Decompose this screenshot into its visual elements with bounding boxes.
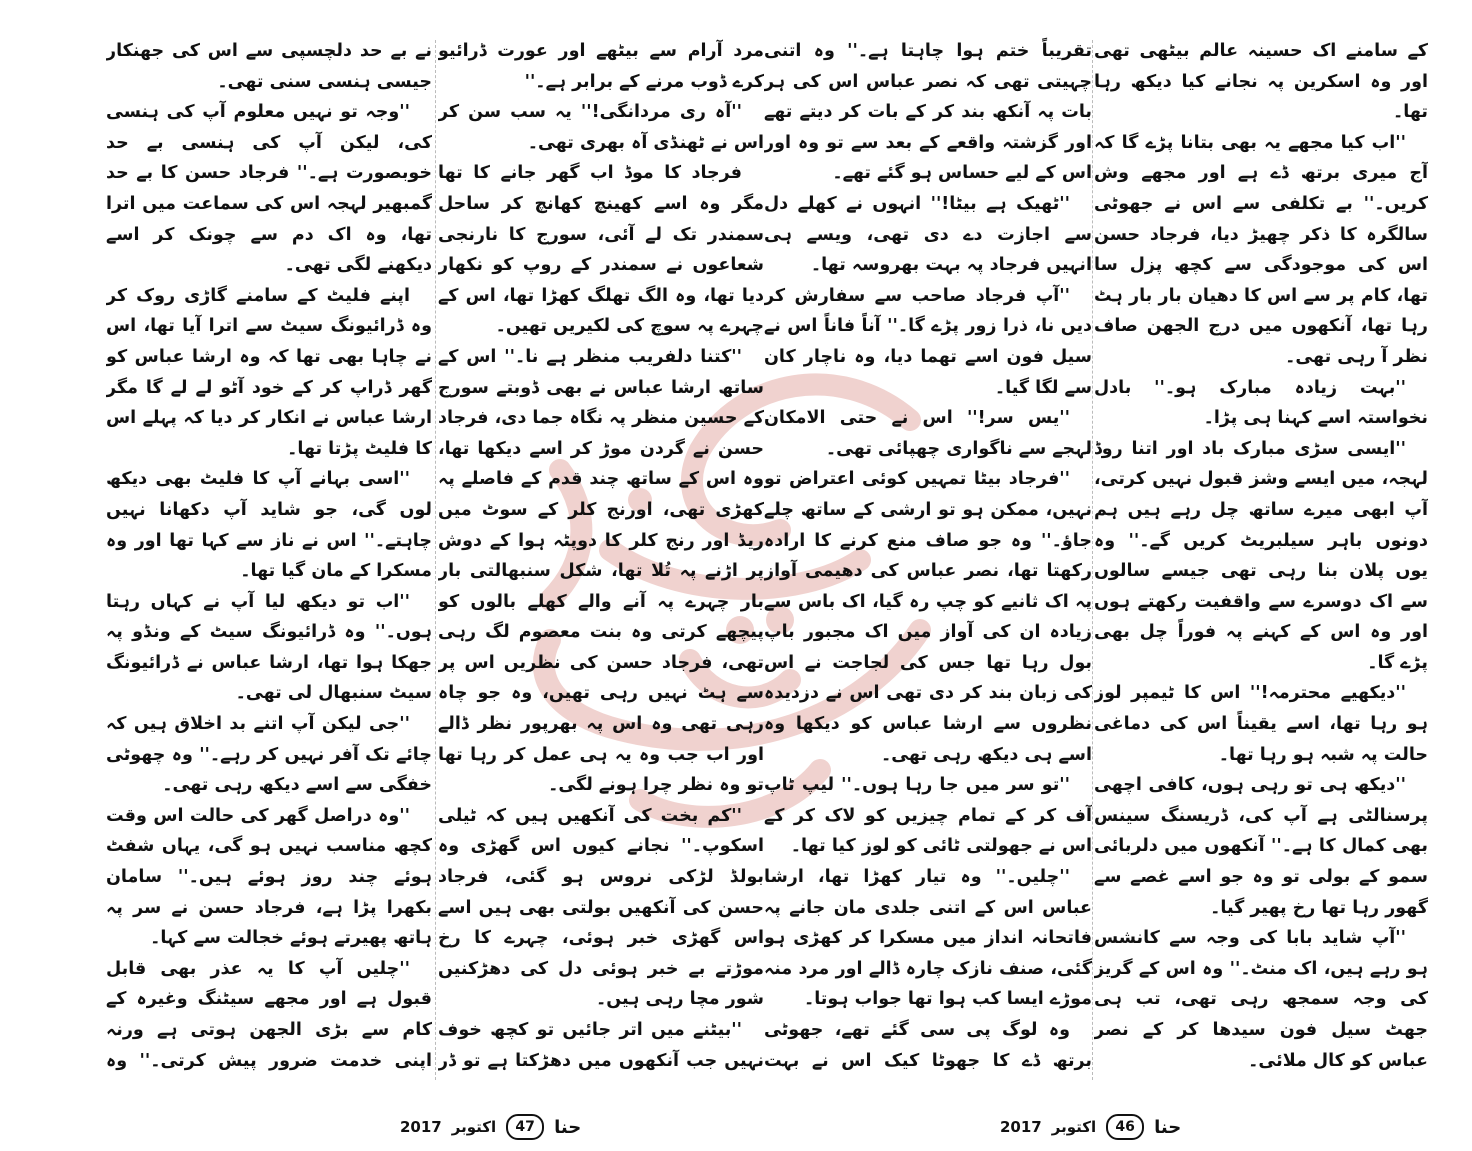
paragraph: اپنے فلیٹ کے سامنے گاڑی روک کر وہ ڈرائیونگ سیٹ سے اترا آیا تھا، اس نے چاہا بھی تھا کہ وہ ارشا عباس کو گھر ڈراپ کر کے خود آٹو لے لے گا مگر ارشا عباس نے انکار کر دیا کہ پہلے اس کا فلیٹ پڑتا تھا۔ (106, 285, 432, 459)
column-divider (435, 40, 436, 1080)
paragraph: ''دیکھیے محترمہ!'' اس کا ٹیمپر لوز ہو رہا تھا، اسے یقیناً اس کی دماغی حالت پہ شبہ ہو رہا تھا۔ (1094, 683, 1428, 765)
paragraph: فرجاد کا موڈ اب گھر جانے کا تھا مگر وہ اسے کھینچ کھانچ کر ساحل سمندر تک لے آئی، سورج کا نارنجی شعاعوں نے سمندر کے روپ کو نکھار دیا تھا، وہ الگ تھلگ کھڑا تھا، اس کے چہرے پہ سوچ کی لکیریں تھیں۔ (438, 163, 764, 337)
paragraph: ''آپ شاید بابا کی وجہ سے کانشس ہو رہے ہیں، اک منٹ۔'' وہ اس کے گریز کی وجہ سمجھ رہی تھی، تب ہی جھٹ سیل فون سیدھا کر کے نصر عباس کو کال ملائی۔ (1094, 928, 1428, 1071)
paragraph: ''بیٹنے میں اتر جائیں تو کچھ خوف نہیں جب آنکھوں میں دھڑکتا ہے تو ڈر (438, 1020, 764, 1071)
paragraph: ''فرجاد بیٹا تمہیں کوئی اعتراض تو نہیں، ممکن ہو تو ارشی کے ساتھ چلے جاؤ۔'' وہ جو صاف منع کرنے کا ارادہ رکھتا تھا، نصر عباس کی دھیمی آواز پہ اک ثانیے کو چپ رہ گیا، اک باس سے زیادہ ان کی آواز میں اک مجبور باپ بول رہا تھا جس کی لجاجت نے اس کی زبان بند کر دی تھی اس نے دزدیدہ نظروں سے ارشا عباس کو دیکھا وہ اسے ہی دیکھ رہی تھی۔ (764, 469, 1092, 765)
footer-year: 2017 (400, 1118, 442, 1136)
paragraph: مرد آرام سے بیٹھے اور عورت ڈرائیو کرے ڈوب مرنے کے برابر ہے۔'' (438, 41, 764, 92)
paragraph: ''ٹھیک ہے بیٹا!'' انہوں نے کھلے دل سے اجازت دے دی تھی، ویسے ہی انہیں فرجاد پہ بہت بھروسہ تھا۔ (764, 193, 1092, 276)
paragraph: ''یس سر!'' اس نے حتی الامکان لہجے سے ناگواری چھپائی تھی۔ (764, 408, 1092, 459)
paragraph: کے سامنے اک حسینہ عالم بیٹھی تھی اور وہ اسکرین پہ نجانے کیا دیکھ رہا تھا۔ (1094, 41, 1428, 123)
text-column-2 (764, 36, 1092, 1076)
paragraph: ''تو سر میں جا رہا ہوں۔'' لیپ ٹاپ آف کر کے تمام چیزیں کو لاک کر کے اس نے جھولتی ٹائی کو لوز کیا تھا۔ (764, 775, 1092, 857)
paragraph: ''وہ دراصل گھر کی حالت اس وقت کچھ مناسب نہیں ہو گی، یہاں شفٹ ہوئے چند روز ہوئے ہیں۔'' سامان بکھرا پڑا ہے، فرجاد حسن نے سر پہ ہاتھ پھیرتے ہوئے خجالت سے کہا۔ (106, 805, 432, 949)
paragraph: ''کتنا دلفریب منظر ہے نا۔'' اس کے ساتھ ارشا عباس نے بھی ڈوبتے سورج کے حسین منظر پہ نگاہ جما دی، فرجاد حسن نے گردن موڑ کر اسے دیکھا تھا، وہ اس کے ساتھ چند قدم کے فاصلے پہ کھڑی تھی، اورنج کلر کے سوٹ میں ریڈ اور رنج کلر کا دوپٹہ ہوا کے دوش پر اڑنے پہ تُلا تھا، شکل سنبھالتی بار بار چہرے پہ آنے والے کھلے بالوں کو پیچھے کرتی وہ بنت معصوم لگ رہی تھی، فرجاد حسن کی نظریں اس پر سے ہٹ نہیں رہی تھیں، وہ جو چاہ رہی تھی وہ اس پہ بھرپور نظر ڈالے اور اب جب وہ یہ ہی عمل کر رہا تھا تو وہ نظر چرا ہونے لگی۔ (438, 346, 764, 796)
paragraph: ''اسی بہانے آپ کا فلیٹ بھی دیکھ لوں گی، جو شاید آپ دکھانا نہیں چاہتے۔'' اس نے ناز سے کہا تھا اور وہ مسکرا کے مان گیا تھا۔ (106, 469, 432, 582)
page-number: 47 (506, 1114, 544, 1140)
footer-month: اکتوبر (451, 1118, 497, 1136)
paragraph: ''چلیں۔'' وہ تیار کھڑا تھا، ارشا عباس اس کے اتنی جلدی مان جانے پہ فاتحانہ انداز میں مسکرا کر کھڑی ہو گئی، صنف نازک چارہ ڈالے اور مرد منہ موڑے ایسا کب ہوا تھا جواب ہوتا۔ (764, 867, 1092, 1010)
paragraph: ''وجہ تو نہیں معلوم آپ کی ہنسی کی، لیکن آپ کی ہنسی بے حد خوبصورت ہے۔'' فرجاد حسن کا بے حد گمبھیر لہجہ اس کی سماعت میں اترا تھا، وہ اک دم سے چونک کر اسے دیکھنے لگی تھی۔ (106, 102, 432, 276)
column-divider (1092, 40, 1093, 1080)
page-footer-left (400, 1112, 581, 1142)
paragraph: ''کم بخت کی آنکھیں ہیں کہ ٹیلی اسکوپ۔'' نجانے کیوں اس گھڑی وہ بولڈ لڑکی نروس ہو گئی، فرجاد حسن کی آنکھیں بولتی بھی ہیں اسے اس گھڑی خبر ہوئی، چہرے کا رخ موڑتے بے خبر ہوئی دل کی دھڑکنیں شور مچا رہی ہیں۔ (438, 805, 764, 1010)
paragraph: وہ لوگ پی سی گئے تھے، جھوٹی برتھ ڈے کا جھوٹا کیک اس نے بہت (764, 1020, 1092, 1071)
magazine-logo: حنا (554, 1116, 582, 1138)
page-footer-right (1000, 1112, 1181, 1142)
text-column-4 (106, 36, 432, 1076)
paragraph: ''دیکھ ہی تو رہی ہوں، کافی اچھی پرسنالٹی ہے آپ کی، ڈریسنگ سینس بھی کمال کا ہے۔'' آنکھوں میں دلربائی سمو کے بولی تو وہ جو اسے غصے سے گھور رہا تھا رخ پھیر گیا۔ (1094, 775, 1428, 918)
paragraph: ''اب تو دیکھ لیا آپ نے کہاں رہتا ہوں۔'' وہ ڈرائیونگ سیٹ کے ونڈو پہ جھکا ہوا تھا، ارشا عباس نے ڈرائیونگ سیٹ سنبھال لی تھی۔ (106, 591, 432, 704)
magazine-logo: حنا (1154, 1116, 1182, 1138)
paragraph: ''اب کیا مجھے یہ بھی بتانا پڑے گا کہ آج میری برتھ ڈے ہے اور مجھے وش کریں۔'' بے تکلفی سے اس نے جھوٹی سالگرہ کا ذکر چھیڑ دیا، فرجاد حسن اس کی موجودگی سے کچھ پزل سا تھا، کام پر سے اس کا دھیان بار بار ہٹ رہا تھا، آنکھوں میں درج الجھن صاف نظر آ رہی تھی۔ (1094, 132, 1428, 367)
paragraph: ''جی لیکن آپ اتنے بد اخلاق ہیں کہ چائے تک آفر نہیں کر رہے۔'' وہ چھوٹی خفگی سے اسے دیکھ رہی تھی۔ (106, 714, 432, 796)
paragraph: تقریباً ختم ہوا چاہتا ہے۔'' وہ اتنی چہیتی تھی کہ نصر عباس اس کی ہر بات پہ آنکھ بند کر کے بات کر دیتے تھے اور گزشتہ واقعے کے بعد سے تو وہ اور اس کے لیے حساس ہو گئے تھے۔ (764, 41, 1092, 184)
paragraph: ''ایسی سڑی مبارک باد اور اتنا روڈ لہجہ، میں ایسے وشز قبول نہیں کرتی، آپ ابھی میرے ساتھ چل رہے ہیں ہم دونوں باہر سیلبریٹ کریں گے۔'' وہ یوں پلان بنا رہی تھی جیسے سالوں سے اک دوسرے سے واقفیت رکھتے ہوں اور وہ اس کے کہنے پہ فوراً چل بھی پڑے گا۔ (1094, 438, 1428, 673)
text-column-3 (438, 36, 764, 1076)
page-number: 46 (1106, 1114, 1144, 1140)
footer-year: 2017 (1000, 1118, 1042, 1136)
paragraph: ''چلیں آپ کا یہ عذر بھی قابل قبول ہے اور مجھے سیٹنگ وغیرہ کے کام سے بڑی الجھن ہوتی ہے ورنہ اپنی خدمت ضرور پیش کرتی۔'' وہ (106, 958, 432, 1071)
paragraph: ''آہ ری مردانگی!'' یہ سب سن کر اس نے ٹھنڈی آہ بھری تھی۔ (438, 102, 764, 153)
paragraph: نے بے حد دلچسپی سے اس کی جھنکار جیسی ہنسی سنی تھی۔ (106, 41, 432, 92)
text-column-1 (1094, 36, 1428, 1076)
paragraph: ''بہت زیادہ مبارک ہو۔'' بادل نخواستہ اسے کہنا ہی پڑا۔ (1094, 377, 1428, 429)
paragraph: ''آپ فرجاد صاحب سے سفارش کر دیں نا، ذرا زور پڑے گا۔'' آناً فاناً اس نے سیل فون اسے تھما دیا، وہ ناچار کان سے لگا گیا۔ (764, 285, 1092, 398)
footer-month: اکتوبر (1051, 1118, 1097, 1136)
